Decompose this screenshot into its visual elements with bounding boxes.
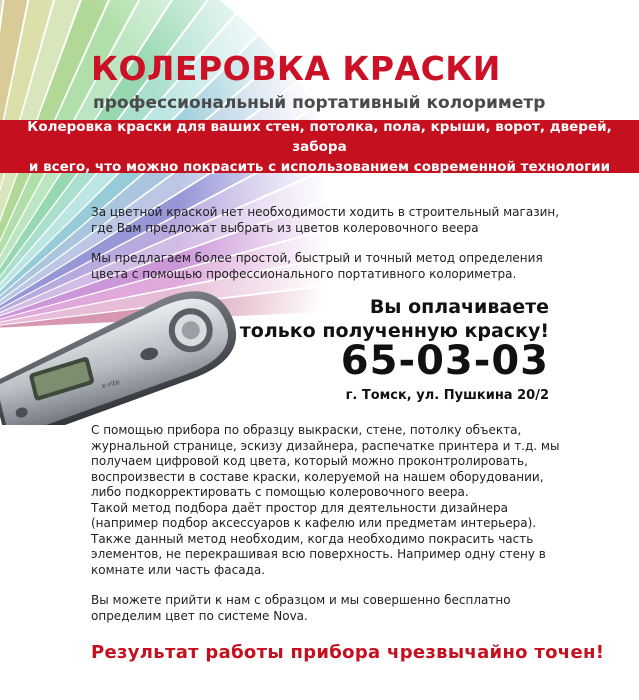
description-line: журнальной странице, эскизу дизайнера, распечатке принтера и т.д. мы <box>91 438 560 453</box>
colorimeter-device-image <box>0 290 250 425</box>
description-line: (например подбор аксессуаров к кафелю или предметам интерьера). <box>91 516 537 530</box>
payment-note-line-1: Вы оплачиваете <box>369 296 549 318</box>
description-line: получаем цифровой код цвета, который можно проконтролировать, <box>91 454 528 468</box>
description-line: С помощью прибора по образцу выкраски, стене, потолку объекта, <box>91 423 522 437</box>
payment-note-line-2: только полученную краску! <box>239 320 549 342</box>
result-slogan: Результат работы прибора чрезвычайно точен! <box>91 642 605 663</box>
intro-paragraph-2 <box>91 250 611 282</box>
description-line: комнате или часть фасада. <box>91 562 266 577</box>
intro-p2-line-1: Мы предлагаем более простой, быстрый и точный метод определения <box>91 251 543 265</box>
description-line: Вы можете прийти к нам с образцом и мы совершенно бесплатно <box>91 593 511 607</box>
address: г. Томск, ул. Пушкина 20/2 <box>345 388 549 403</box>
device-brand-label: x-rite <box>100 378 121 391</box>
red-banner <box>0 120 639 173</box>
page-subtitle: профессиональный портативный колориметр <box>93 93 546 113</box>
banner-line-1: Колеровка краски для ваших стен, потолка, пола, крыши, ворот, дверей, забора <box>27 118 612 155</box>
description-line: определим цвет по системе Nova. <box>91 608 308 623</box>
description-line: Также данный метод необходим, когда необходимо покрасить часть <box>91 531 534 546</box>
description-line: воспроизвести в составе краски, колеруемой на нашем оборудовании, <box>91 469 544 484</box>
payment-note <box>240 295 549 343</box>
phone-number: 65-03-03 <box>340 338 549 384</box>
description-text <box>91 423 571 624</box>
intro-p2-line-2: цвета с помощью профессионального портативного колориметра. <box>91 267 517 281</box>
banner-line-2: и всего, что можно покрасить с использованием современной технологии <box>28 158 611 175</box>
description-line: элементов, не перекрашивая всю поверхность. Например одну стену в <box>91 547 546 561</box>
intro-p1-line-2: где Вам предложат выбрать из цветов колеровочного веера <box>91 221 479 235</box>
description-line: либо подкорректировать с помощью колеровочного веера. <box>91 485 469 499</box>
paragraph-gap <box>91 578 571 593</box>
intro-p1-line-1: За цветной краской нет необходимости ходить в строительный магазин, <box>91 205 560 219</box>
description-line: Такой метод подбора даёт простор для деятельности дизайнера <box>91 500 509 515</box>
intro-paragraph-1 <box>91 204 611 236</box>
page-title: КОЛЕРОВКА КРАСКИ <box>91 49 501 88</box>
